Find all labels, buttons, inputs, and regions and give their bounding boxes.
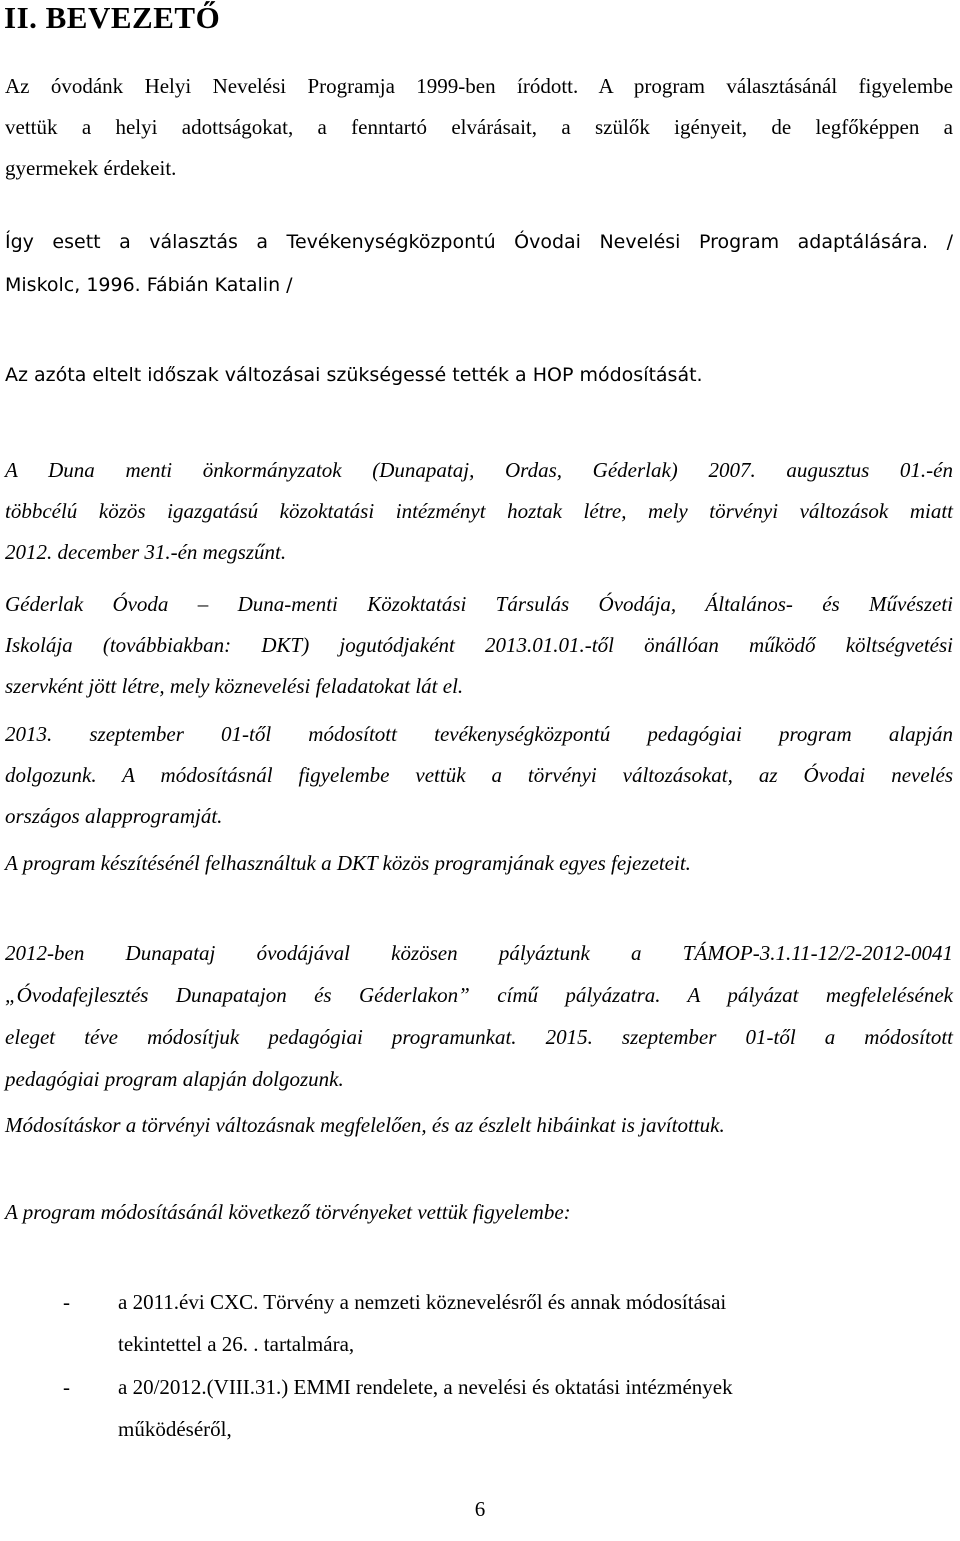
paragraph-adaptation	[5, 221, 953, 307]
section-heading: II. BEVEZETŐ	[4, 0, 221, 35]
text-line: Géderlak Óvoda – Duna-menti Közoktatási Társulás Óvodája, Általános- és Művészeti	[5, 592, 953, 616]
paragraph-2013-program	[5, 714, 953, 837]
text-line: „Óvodafejlesztés Dunapatajon és Géderlakon” című pályázatra. A pályázat megfelelésének	[5, 983, 953, 1007]
text-line: pedagógiai program alapján dolgozunk.	[5, 1067, 344, 1091]
text-line: A Duna menti önkormányzatok (Dunapataj, Ordas, Géderlak) 2007. augusztus 01.-én	[5, 458, 953, 482]
paragraph-tender	[5, 932, 953, 1100]
text-line: eleget téve módosítjuk pedagógiai programunkat. 2015. szeptember 01-től a módosított	[5, 1025, 953, 1049]
text-line: 2012. december 31.-én megszűnt.	[5, 540, 287, 564]
text-line: Az azóta eltelt időszak változásai szükségessé tették a HOP módosítását.	[5, 364, 703, 386]
list-bullet: -	[63, 1375, 70, 1399]
paragraph-history	[5, 450, 953, 573]
text-line: Az óvodánk Helyi Nevelési Programja 1999-ben íródott. A program választásánál figyelembe	[5, 74, 953, 98]
paragraph-dkt-usage	[5, 843, 953, 884]
text-line: többcélú közös igazgatású közoktatási intézményt hoztak létre, mely törvényi változások miatt	[5, 499, 953, 523]
text-line: működéséről,	[118, 1417, 232, 1441]
text-line: Miskolc, 1996. Fábián Katalin /	[5, 274, 293, 296]
text-line: Így esett a választás a Tevékenységközpontú Óvodai Nevelési Program adaptálására. /	[5, 231, 953, 253]
text-line: a 2011.évi CXC. Törvény a nemzeti köznevelésről és annak módosításai	[118, 1290, 727, 1314]
text-line: a 20/2012.(VIII.31.) EMMI rendelete, a nevelési és oktatási intézmények	[118, 1375, 733, 1399]
text-line: 2012-ben Dunapataj óvodájával közösen pályáztunk a TÁMOP-3.1.11-12/2-2012-0041	[5, 941, 953, 965]
page-number: 6	[474, 1497, 486, 1521]
paragraph-legal-successor	[5, 584, 953, 707]
text-line: A program készítésénél felhasználtuk a DKT közös programjának egyes fejezeteit.	[5, 851, 691, 875]
text-line: országos alapprogramját.	[5, 804, 223, 828]
text-line: gyermekek érdekeit.	[5, 156, 177, 180]
text-line: A program módosításánál következő törvényeket vettük figyelembe:	[5, 1200, 571, 1224]
paragraph-intro	[5, 66, 953, 189]
text-line: tekintettel a 26. . tartalmára,	[118, 1332, 355, 1356]
text-line: szervként jött létre, mely köznevelési feladatokat lát el.	[5, 674, 464, 698]
paragraph-modification-need	[5, 355, 953, 396]
text-line: Módosításkor a törvényi változásnak megfelelően, és az észlelt hibáinkat is javítottuk.	[5, 1113, 725, 1137]
text-line: vettük a helyi adottságokat, a fenntartó elvárásait, a szülők igényeit, de legfőképpen a	[5, 115, 953, 139]
text-line: 2013. szeptember 01-től módosított tevékenységközpontú pedagógiai program alapján	[5, 722, 953, 746]
text-line: Iskolája (továbbiakban: DKT) jogutódjaként 2013.01.01.-től önállóan működő költségvetési	[5, 633, 953, 657]
text-line: dolgozunk. A módosításnál figyelembe vettük a törvényi változásokat, az Óvodai nevelés	[5, 763, 953, 787]
paragraph-corrections	[5, 1105, 953, 1146]
paragraph-laws-intro	[5, 1192, 953, 1233]
list-bullet: -	[63, 1290, 70, 1314]
